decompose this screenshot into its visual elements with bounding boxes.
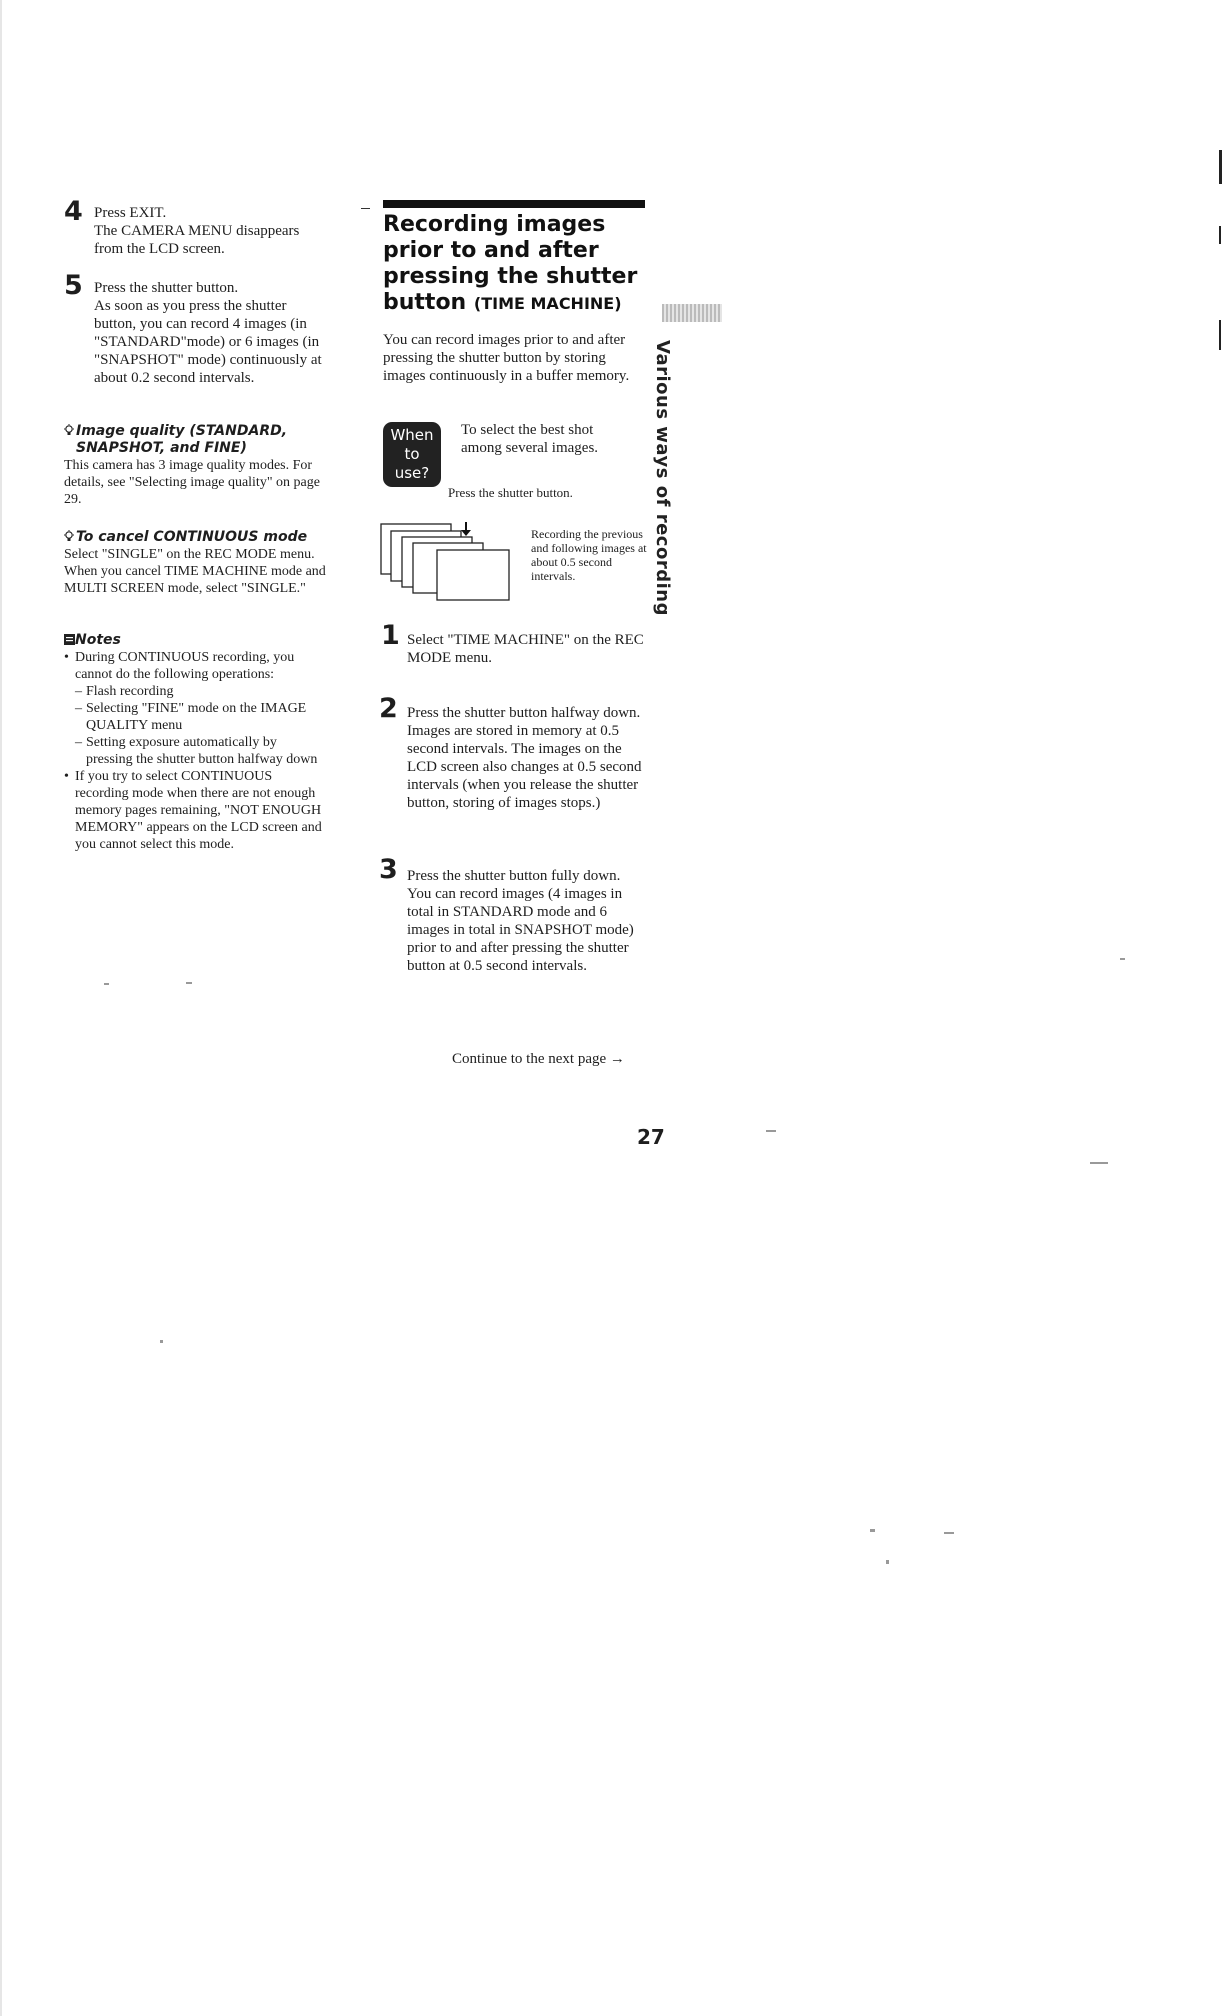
side-tab-marker xyxy=(662,304,722,322)
note-sublist xyxy=(75,683,326,768)
section-title xyxy=(383,212,645,317)
step-4-text xyxy=(94,204,326,258)
title-rule xyxy=(383,200,645,208)
step-2-text xyxy=(407,704,647,812)
diagram-caption-side: Recording the previous and following images at about 0.5 second intervals. xyxy=(531,527,647,583)
tip-image-quality-title xyxy=(64,423,334,457)
tip-cancel-continuous-title xyxy=(64,529,326,546)
continue-next-page: Continue to the next page → xyxy=(452,1051,625,1067)
step-1-text: Select "TIME MACHINE" on the REC MODE menu. xyxy=(407,632,644,666)
step-3-text xyxy=(407,867,647,975)
scan-edge-mark xyxy=(1219,226,1221,244)
intro-text: You can record images prior to and after pressing the shutter button by storing images continuously in a buffer memory. xyxy=(383,332,630,384)
scan-left-edge xyxy=(0,0,2,2016)
step-number-1: 1 xyxy=(381,620,400,651)
tip-image-quality-title-text: Image quality (STANDARD, SNAPSHOT, and FINE) xyxy=(76,423,288,456)
page-title-small: (TIME MACHINE) xyxy=(473,294,622,313)
step-number-3: 3 xyxy=(379,854,398,885)
title-tick xyxy=(361,208,370,209)
step-5-text xyxy=(94,279,326,387)
diagram-frame-5 xyxy=(437,550,509,600)
lightbulb-icon xyxy=(64,530,74,542)
step-3-line2: You can record images (4 images in total in STANDARD mode and 6 images in total in SNAPSHOT mode) prior to and after pressing the shutter button at 0.5 second intervals. xyxy=(407,886,634,974)
notes-box-icon xyxy=(64,634,75,645)
down-arrow-icon xyxy=(461,522,471,536)
time-machine-diagram xyxy=(380,522,515,604)
step-2-line1: Press the shutter button halfway down. xyxy=(407,705,641,721)
step-5-line1: Press the shutter button. xyxy=(94,280,239,296)
diagram-caption-top: Press the shutter button. xyxy=(448,485,573,500)
note-sub-1: – Flash recording xyxy=(75,683,326,700)
page-title xyxy=(383,212,645,317)
step-number-2: 2 xyxy=(379,693,398,724)
when-to-use-text: To select the best shot among several images. xyxy=(461,422,599,456)
when-to-use-badge: When to use? xyxy=(383,422,441,487)
step-4-line2: The CAMERA MENU disappears from the LCD screen. xyxy=(94,223,300,257)
notes-list xyxy=(64,649,326,853)
tip-cancel-continuous-title-text: To cancel CONTINUOUS mode xyxy=(76,529,308,545)
step-3-line1: Press the shutter button fully down. xyxy=(407,868,621,884)
note-item-1 xyxy=(64,649,326,768)
tip-image-quality-text: This camera has 3 image quality modes. For details, see "Selecting image quality" on page 29. xyxy=(64,458,320,507)
page-number: 27 xyxy=(637,1125,665,1149)
note-item-2: • If you try to select CONTINUOUS recording mode when there are not enough memory pages remaining, "NOT ENOUGH MEMORY" appears on the LCD screen and you cannot select this mode. xyxy=(64,768,326,853)
tip-cancel-continuous-text: Select "SINGLE" on the REC MODE menu. When you cancel TIME MACHINE mode and MULTI SCREEN mode, select "SINGLE." xyxy=(64,547,326,596)
step-5-line2: As soon as you press the shutter button, you can record 4 images (in "STANDARD"mode) or 6 images (in "SNAPSHOT" mode) continuously at about 0.2 second intervals. xyxy=(94,298,322,386)
note-sub-2: – Selecting "FINE" mode on the IMAGE QUALITY menu xyxy=(75,700,326,734)
lightbulb-icon xyxy=(64,424,74,436)
note-item-1-text: During CONTINUOUS recording, you cannot do the following operations: xyxy=(75,650,295,682)
scan-edge-mark xyxy=(1219,320,1221,350)
notes-section xyxy=(64,632,326,853)
step-4-line1: Press EXIT. xyxy=(94,205,167,221)
tip-cancel-continuous xyxy=(64,529,326,597)
step-number-5: 5 xyxy=(64,270,83,301)
tip-image-quality xyxy=(64,423,334,508)
scan-edge-mark xyxy=(1219,150,1222,184)
side-tab-label: Various ways of recording xyxy=(652,340,673,616)
note-sub-3: – Setting exposure automatically by pressing the shutter button halfway down xyxy=(75,734,326,768)
page-title-main: Recording images prior to and after pressing the shutter button xyxy=(383,212,638,315)
notes-title-text: Notes xyxy=(75,632,121,648)
notes-title xyxy=(64,632,326,649)
step-2-line2: Images are stored in memory at 0.5 second intervals. The images on the LCD screen also changes at 0.5 second intervals (when you release the shutter button, storing of images stops.) xyxy=(407,723,642,811)
step-number-4: 4 xyxy=(64,196,83,227)
